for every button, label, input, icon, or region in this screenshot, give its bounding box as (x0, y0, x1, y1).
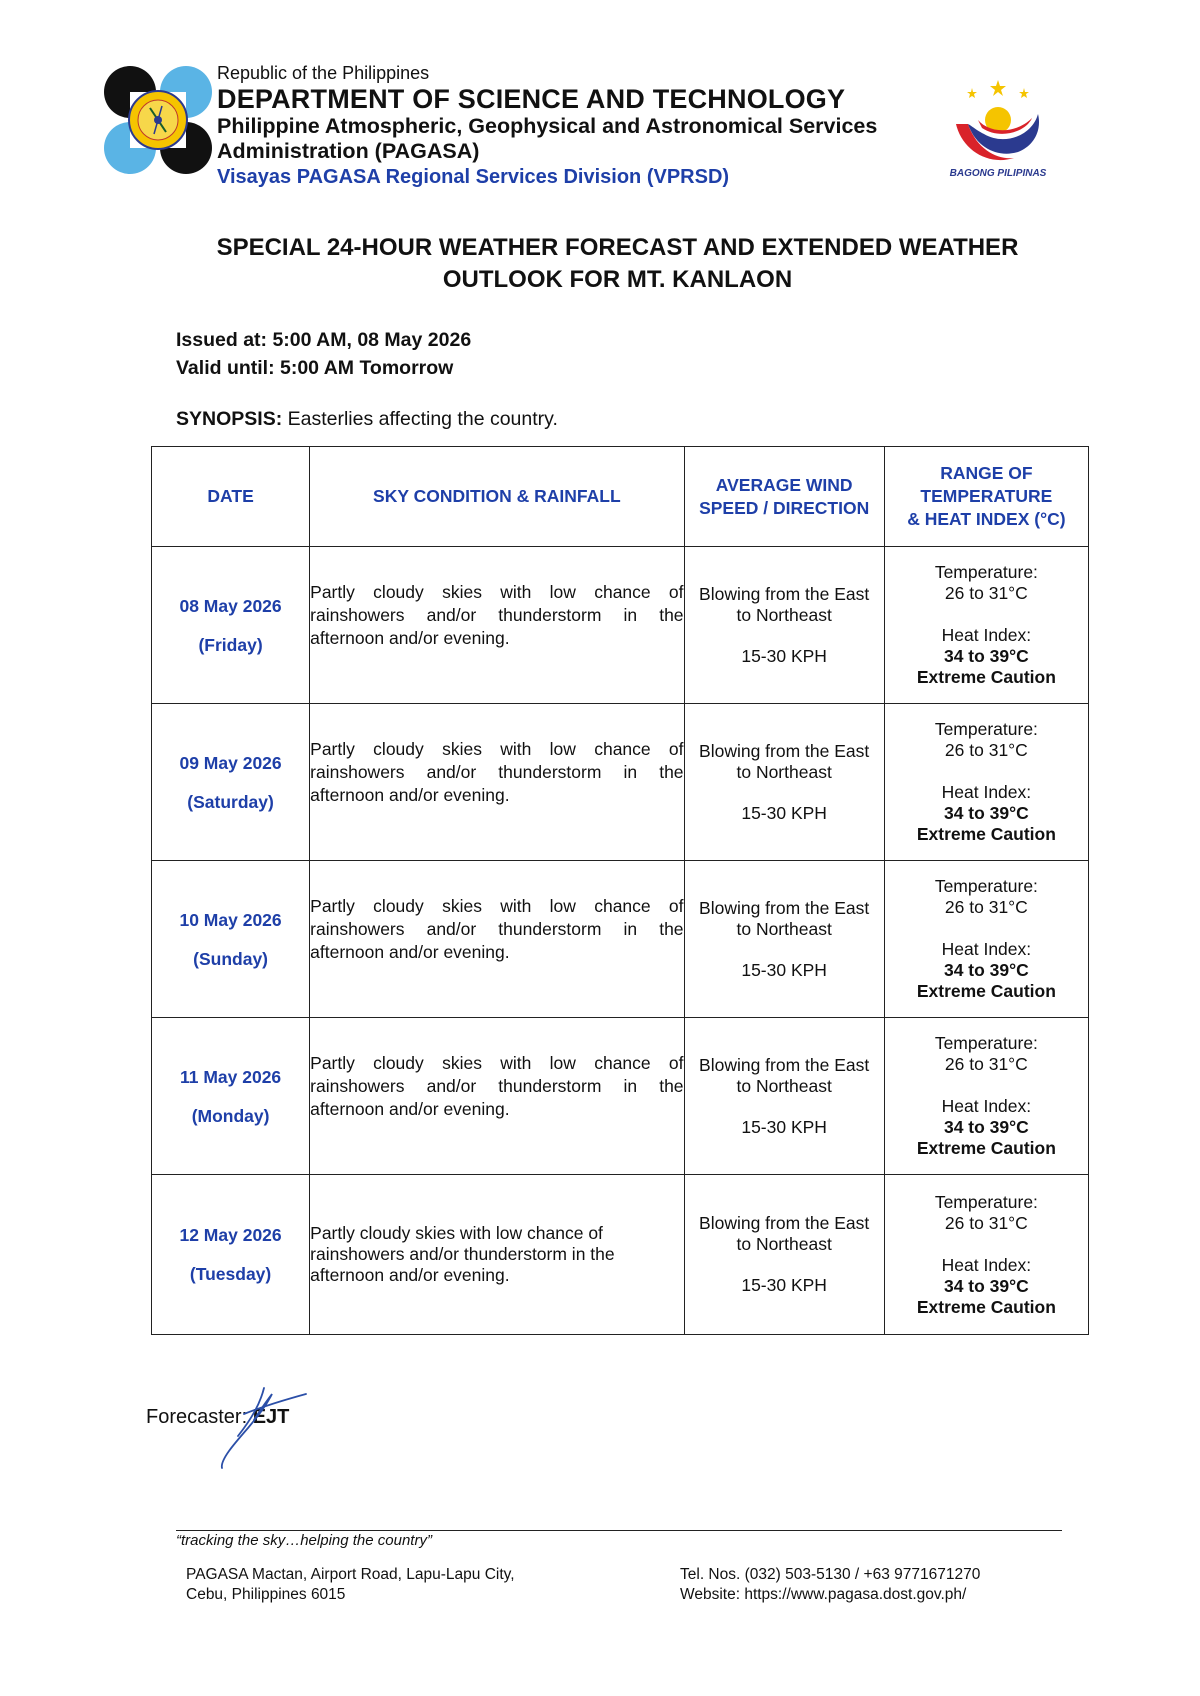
wind-cell: Blowing from the East to Northeast 15-30 KPH (684, 704, 884, 861)
signature-icon (214, 1384, 314, 1474)
date-cell: 11 May 2026 (Monday) (152, 1018, 310, 1175)
temp-cell: Temperature: 26 to 31°C Heat Index: 34 to 39°C Extreme Caution (884, 861, 1088, 1018)
header-date: DATE (152, 447, 310, 547)
address-line2: Cebu, Philippines 6015 (186, 1586, 346, 1603)
title-line1: SPECIAL 24-HOUR WEATHER FORECAST AND EXTENDED WEATHER (216, 234, 1019, 261)
department-name: DEPARTMENT OF SCIENCE AND TECHNOLOGY (217, 84, 846, 114)
date-cell: 09 May 2026 (Saturday) (152, 704, 310, 861)
table-row (152, 861, 1089, 1018)
synopsis (176, 406, 558, 432)
sky-cell: Partly cloudy skies with low chance of rainshowers and/or thunderstorm in the afternoon and/or evening. (310, 1175, 684, 1335)
website-link[interactable]: Website: https://www.pagasa.dost.gov.ph/ (680, 1586, 967, 1603)
issued-at: Issued at: 5:00 AM, 08 May 2026 (176, 329, 472, 351)
agency-name-line2: Administration (PAGASA) (217, 139, 480, 163)
header-temperature: RANGE OF TEMPERATURE & HEAT INDEX (°C) (884, 447, 1088, 547)
forecaster-initials: EJT (252, 1406, 290, 1428)
address-line1: PAGASA Mactan, Airport Road, Lapu-Lapu City, (186, 1566, 515, 1583)
synopsis-text: Easterlies affecting the country. (282, 408, 558, 430)
republic-label: Republic of the Philippines (217, 63, 430, 83)
temp-cell: Temperature: 26 to 31°C Heat Index: 34 to 39°C Extreme Caution (884, 704, 1088, 861)
agency-name-line1: Philippine Atmospheric, Geophysical and Astronomical Services (217, 114, 878, 138)
dost-pagasa-logo (102, 64, 214, 176)
temp-cell: Temperature: 26 to 31°C Heat Index: 34 to 39°C Extreme Caution (884, 547, 1088, 704)
wind-cell: Blowing from the East to Northeast 15-30 KPH (684, 547, 884, 704)
date-cell: 10 May 2026 (Sunday) (152, 861, 310, 1018)
forecast-table (151, 446, 1089, 1335)
table-row (152, 704, 1089, 861)
table-row (152, 1018, 1089, 1175)
table-row (152, 547, 1089, 704)
date-cell: 08 May 2026 (Friday) (152, 547, 310, 704)
wind-cell: Blowing from the East to Northeast 15-30 KPH (684, 861, 884, 1018)
sky-cell: Partly cloudy skies with low chance of rainshowers and/or thunderstorm in the afternoon and/or evening. (310, 547, 684, 704)
issue-info (176, 326, 471, 382)
footer-tagline: “tracking the sky…helping the country” (176, 1532, 432, 1549)
table-row (152, 1175, 1089, 1335)
title-line2: OUTLOOK FOR MT. KANLAON (442, 266, 793, 293)
temp-cell: Temperature: 26 to 31°C Heat Index: 34 to 39°C Extreme Caution (884, 1175, 1088, 1335)
division-name: Visayas PAGASA Regional Services Division (VPRSD) (217, 166, 730, 188)
wind-cell: Blowing from the East to Northeast 15-30 KPH (684, 1175, 884, 1335)
date-cell: 12 May 2026 (Tuesday) (152, 1175, 310, 1335)
temp-cell: Temperature: 26 to 31°C Heat Index: 34 to 39°C Extreme Caution (884, 1018, 1088, 1175)
bagong-pilipinas-logo (942, 74, 1054, 182)
wind-cell: Blowing from the East to Northeast 15-30 KPH (684, 1018, 884, 1175)
forecaster-label: Forecaster: (146, 1406, 253, 1428)
document-title (150, 232, 1085, 296)
bagong-pilipinas-label: BAGONG PILIPINAS (949, 168, 1047, 179)
header-sky-condition: SKY CONDITION & RAINFALL (310, 447, 684, 547)
footer-address (186, 1565, 515, 1605)
sky-cell: Partly cloudy skies with low chance of rainshowers and/or thunderstorm in the afternoon and/or evening. (310, 1018, 684, 1175)
footer-contact (680, 1565, 980, 1605)
valid-until: Valid until: 5:00 AM Tomorrow (176, 357, 454, 379)
telephone-numbers: Tel. Nos. (032) 503-5130 / +63 9771671270 (680, 1566, 981, 1583)
header-wind: AVERAGE WIND SPEED / DIRECTION (684, 447, 884, 547)
sky-cell: Partly cloudy skies with low chance of rainshowers and/or thunderstorm in the afternoon and/or evening. (310, 861, 684, 1018)
sky-cell: Partly cloudy skies with low chance of rainshowers and/or thunderstorm in the afternoon and/or evening. (310, 704, 684, 861)
header-text-block (217, 62, 937, 190)
synopsis-label: SYNOPSIS: (176, 408, 283, 430)
table-header-row (152, 447, 1089, 547)
